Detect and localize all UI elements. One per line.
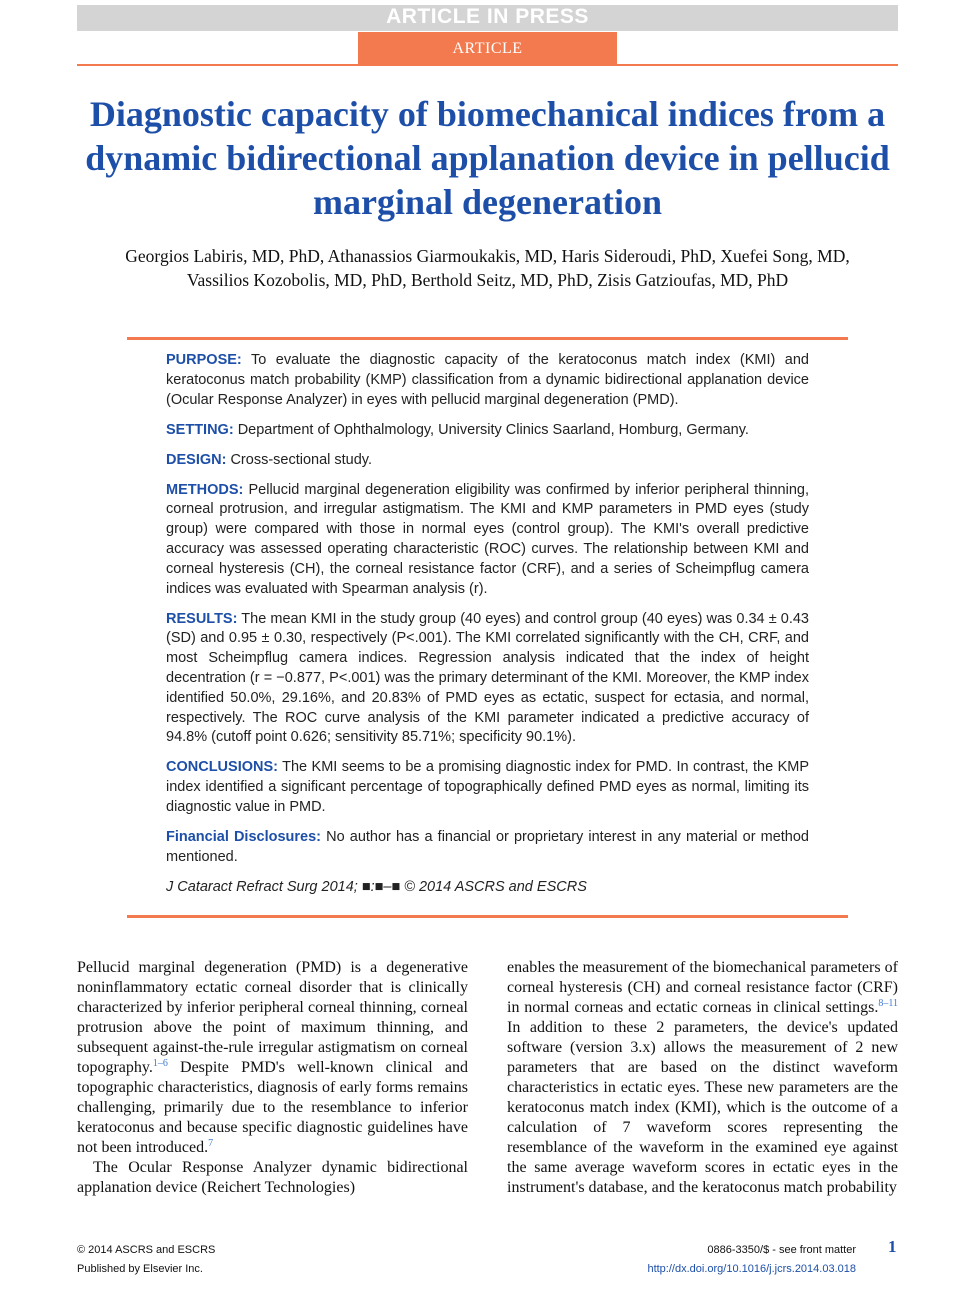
results-text: The mean KMI in the study group (40 eyes) and control group (40 eyes) was 0.34 ± 0.43 (SD) and 0.95 ± 0.30, respectively (P<.001). The KMI correlated significantly with the CH, CRF, and most Scheimpflug camera indices. Regression analysis indicated that the index of height decentration (r = −0.877, P<.001) was the primary determinant of the KMI. Moreover, the KMP index identified 50.0%, 29.16%, and 20.83% of PMD eyes as ectatic, suspect for ectasia, and normal, respectively. The ROC curve analysis of the KMI parameter indicated a predictive accuracy of 94.8% (cutoff point 0.626; sensitivity 85.71%; specificity 90.1%). — [166, 610, 809, 746]
body-paragraph — [77, 958, 468, 1158]
body-text: Pellucid marginal degeneration (PMD) is a degenerative noninflammatory ectatic corneal disorder that is clinically characterized by inferior peripheral corneal thinning, corneal protrusion above the point of maximum thinning, and subsequent against-the-rule irregular astigmatism on corneal topography. — [77, 959, 468, 1076]
copyright-notice: © 2014 ASCRS and ESCRS — [77, 1244, 216, 1256]
journal-citation: J Cataract Refract Surg 2014; ■:■–■ © 2014 ASCRS and ESCRS — [166, 878, 587, 895]
paper-title: Diagnostic capacity of biomechanical indices from a dynamic bidirectional applanation device in pellucid marginal degeneration — [85, 94, 890, 222]
article-type-tab: ARTICLE — [358, 32, 617, 64]
body-text: Despite PMD's well-known clinical and topographic characteristics, diagnosis of early forms remains challenging, primarily due to the resemblance to inferior keratoconus and because specific diagnostic guidelines have not been introduced. — [77, 1059, 468, 1156]
footer-right — [647, 1241, 856, 1279]
results-label: RESULTS: — [166, 610, 238, 627]
abstract-top-rule — [127, 337, 848, 340]
body-paragraph: The Ocular Response Analyzer dynamic bidirectional applanation device (Reichert Technologies) — [77, 1159, 468, 1196]
purpose-label: PURPOSE: — [166, 352, 242, 368]
body-column-right — [507, 958, 898, 1198]
body-text: In addition to these 2 parameters, the device's updated software (version 3.x) allows the measurement of 2 new parameters that are based on the distinct waveform characteristics in ectatic eyes. These new parameters are the keratoconus match index (KMI), which is the outcome of a calculation of 7 waveform scores representing the resemblance of the waveform in the examined eye against the same average waveform scores in ectatic eyes in the instrument's database, and the keratoconus match probability — [507, 1019, 898, 1196]
reference-link[interactable]: 7 — [208, 1138, 214, 1149]
abstract-results — [166, 610, 809, 749]
reference-link[interactable]: 8–11 — [878, 998, 898, 1009]
disclosures-label: Financial Disclosures: — [166, 828, 321, 845]
abstract — [166, 351, 809, 908]
setting-label: SETTING: — [166, 421, 234, 438]
methods-label: METHODS: — [166, 481, 244, 498]
author-list — [77, 244, 898, 292]
abstract-purpose — [166, 351, 809, 410]
body-text: enables the measurement of the biomechanical parameters of corneal hysteresis (CH) and corneal resistance factor (CRF) in normal corneas and ectatic corneas in clinical settings. — [507, 959, 898, 1016]
abstract-conclusions — [166, 758, 809, 817]
article-in-press-label: ARTICLE IN PRESS — [386, 5, 589, 28]
conclusions-label: CONCLUSIONS: — [166, 759, 278, 776]
purpose-text: To evaluate the diagnostic capacity of the keratoconus match index (KMI) and keratoconus match probability (KMP) classification from a dynamic bidirectional applanation device (Ocular Response Analyzer) in eyes with pellucid marginal degeneration (PMD). — [166, 352, 809, 408]
design-text: Cross-sectional study. — [230, 451, 373, 468]
page-number: 1 — [888, 1237, 897, 1256]
issn-notice: 0886-3350/$ - see front matter — [707, 1244, 856, 1256]
methods-text: Pellucid marginal degeneration eligibility was confirmed by inferior peripheral thinning, corneal protrusion, and irregular astigmatism. The KMI and KMP parameters in PMD eyes (study group) were compared with those in normal eyes (control group). The KMI's overall predictive accuracy was assessed operating characteristic (ROC) curves. The relationship between KMI and corneal hysteresis (CH), the corneal resistance factor (CRF), and a series of Scheimpflug camera indices was evaluated with Spearman analysis (r). — [166, 481, 810, 597]
doi-link[interactable]: http://dx.doi.org/10.1016/j.jcrs.2014.03.018 — [647, 1263, 856, 1275]
design-label: DESIGN: — [166, 451, 227, 468]
article-in-press-banner — [77, 5, 898, 31]
author-line-2: Vassilios Kozobolis, MD, PhD, Berthold Seitz, MD, PhD, Zisis Gatzioufas, MD, PhD — [186, 270, 789, 290]
abstract-setting — [166, 421, 809, 441]
footer-left — [77, 1241, 215, 1279]
abstract-design — [166, 451, 809, 471]
disclosures-text: No author has a financial or proprietary interest in any material or method mentioned. — [166, 828, 809, 865]
abstract-disclosures — [166, 828, 809, 868]
reference-link[interactable]: 1–6 — [152, 1058, 168, 1069]
setting-text: Department of Ophthalmology, University Clinics Saarland, Homburg, Germany. — [237, 421, 749, 438]
body-column-left — [77, 958, 468, 1198]
conclusions-text: The KMI seems to be a promising diagnostic index for PMD. In contrast, the KMP index identified a significant percentage of topographically defined PMD eyes as normal, limiting its diagnostic value in PMD. — [166, 759, 809, 815]
body-paragraph — [507, 958, 898, 1198]
author-line-1: Georgios Labiris, MD, PhD, Athanassios Giarmoukakis, MD, Haris Sideroudi, PhD, Xuefei Song, MD, — [125, 246, 850, 266]
abstract-methods — [166, 481, 809, 600]
publisher-notice: Published by Elsevier Inc. — [77, 1263, 203, 1275]
header-divider — [77, 64, 898, 66]
abstract-bottom-rule — [127, 915, 848, 918]
